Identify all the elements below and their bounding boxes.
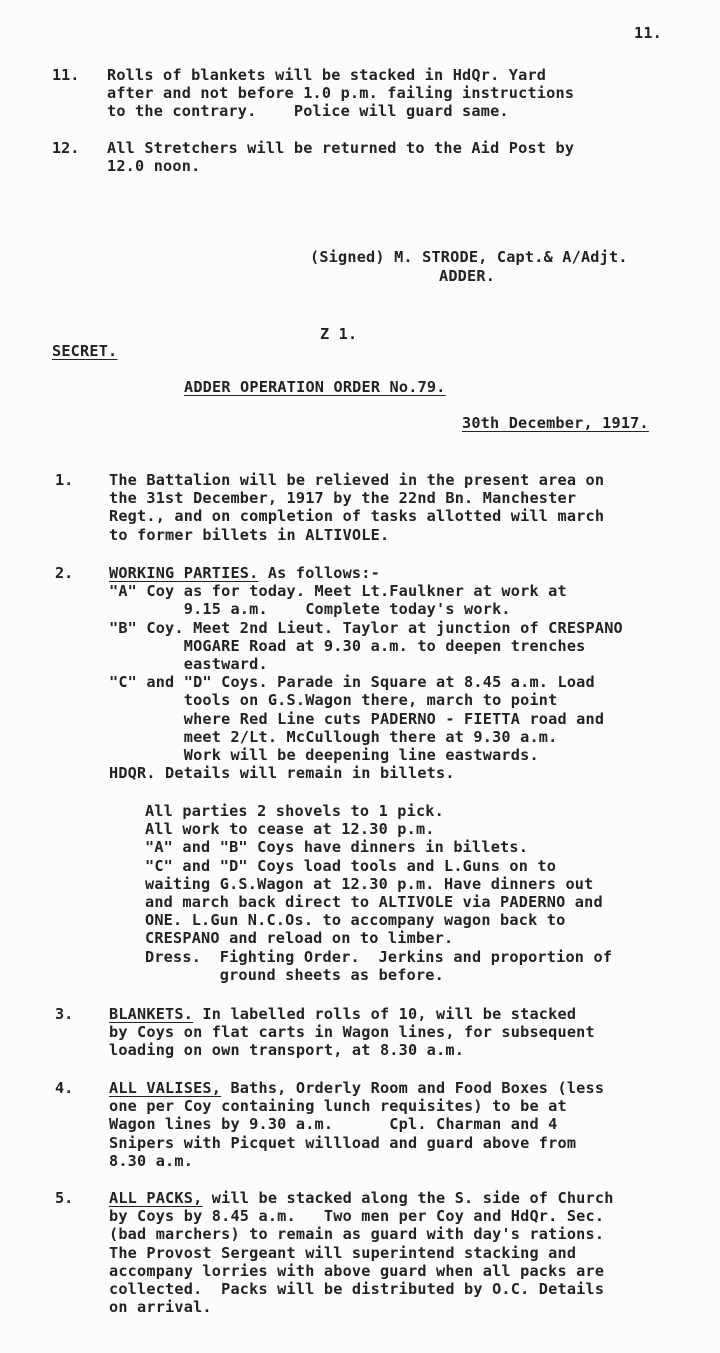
text-line: All Stretchers will be returned to the Aid Post by: [107, 139, 575, 157]
signature-unit: ADDER.: [439, 267, 496, 285]
item-3-text: [109, 1005, 595, 1060]
text-line: 8.30 a.m.: [109, 1151, 194, 1170]
text-line: The Battalion will be relieved in the present area on: [109, 471, 605, 489]
item-number: 2.: [55, 564, 74, 582]
item-number: 4.: [55, 1079, 74, 1097]
text-line: The Provost Sergeant will superintend stacking and: [109, 1243, 577, 1262]
text-line: CRESPANO and reload on to limber.: [145, 929, 454, 948]
text-line: Work will be deepening line eastwards.: [109, 746, 539, 765]
text-line: after and not before 1.0 p.m. failing instructions: [107, 84, 575, 103]
signature-line: (Signed) M. STRODE, Capt.& A/Adjt.: [310, 248, 628, 266]
text-line: [109, 1189, 614, 1207]
text-line: to the contrary. Police will guard same.: [107, 102, 509, 121]
text-line: loading on own transport, at 8.30 a.m.: [109, 1041, 465, 1060]
item-1-text: [109, 471, 604, 544]
text-line: accompany lorries with above guard when all packs are: [109, 1261, 605, 1280]
item-11-text: [107, 66, 574, 121]
text-line: Dress. Fighting Order. Jerkins and proportion of: [145, 947, 613, 966]
item-number: 1.: [55, 471, 74, 489]
classification-label: SECRET.: [52, 342, 118, 360]
text-line: Regt., and on completion of tasks allotted will march: [109, 507, 605, 526]
text-line: and march back direct to ALTIVOLE via PADERNO and: [145, 893, 603, 912]
section-heading: ALL PACKS,: [109, 1189, 203, 1207]
text-line: to former billets in ALTIVOLE.: [109, 525, 390, 544]
item-number: 11.: [52, 66, 80, 84]
text-line: MOGARE Road at 9.30 a.m. to deepen trenches: [109, 636, 586, 655]
text-line: by Coys by 8.45 a.m. Two men per Coy and HdQr. Sec.: [109, 1207, 605, 1226]
item-2-subtext: [145, 802, 612, 984]
text-line: Snipers with Picquet willload and guard above from: [109, 1133, 577, 1152]
item-5-text: [109, 1189, 614, 1316]
heading-rest: will be stacked along the S. side of Church: [202, 1189, 614, 1207]
text-line: HDQR. Details will remain in billets.: [109, 764, 455, 783]
text-line: the 31st December, 1917 by the 22nd Bn. Manchester: [109, 489, 577, 508]
text-line: tools on G.S.Wagon there, march to point: [109, 691, 558, 710]
order-date: 30th December, 1917.: [462, 414, 649, 432]
text-line: where Red Line cuts PADERNO - FIETTA road and: [109, 709, 605, 728]
section-heading: ALL VALISES,: [109, 1079, 222, 1097]
text-line: Wagon lines by 9.30 a.m. Cpl. Charman and 4: [109, 1115, 558, 1134]
text-line: All work to cease at 12.30 p.m.: [145, 820, 435, 839]
text-line: "A" Coy as for today. Meet Lt.Faulkner at work at: [109, 582, 567, 601]
item-2-text: [109, 564, 623, 782]
text-line: 9.15 a.m. Complete today's work.: [109, 600, 511, 619]
item-4-text: [109, 1079, 604, 1170]
text-line: "B" Coy. Meet 2nd Lieut. Taylor at junction of CRESPANO: [109, 618, 623, 637]
heading-rest: In labelled rolls of 10, will be stacked: [193, 1005, 577, 1023]
item-number: 3.: [55, 1005, 74, 1023]
text-line: [109, 1079, 604, 1097]
item-number: 12.: [52, 139, 80, 157]
text-line: collected. Packs will be distributed by O.C. Details: [109, 1280, 605, 1299]
text-line: Rolls of blankets will be stacked in HdQr. Yard: [107, 66, 547, 84]
text-line: "C" and "D" Coys. Parade in Square at 8.45 a.m. Load: [109, 673, 595, 692]
reference-code: Z 1.: [320, 325, 358, 343]
text-line: one per Coy containing lunch requisites) to be at: [109, 1097, 567, 1116]
text-line: by Coys on flat carts in Wagon lines, for subsequent: [109, 1023, 595, 1042]
text-line: (bad marchers) to remain as guard with day's rations.: [109, 1225, 605, 1244]
text-line: All parties 2 shovels to 1 pick.: [145, 802, 444, 820]
page-number: 11.: [634, 24, 663, 42]
item-12-text: [107, 139, 574, 175]
text-line: waiting G.S.Wagon at 12.30 p.m. Have dinners out: [145, 874, 594, 893]
text-line: ground sheets as before.: [145, 965, 444, 984]
text-line: ONE. L.Gun N.C.Os. to accompany wagon back to: [145, 911, 566, 930]
text-line: "A" and "B" Coys have dinners in billets.: [145, 838, 529, 857]
order-title: ADDER OPERATION ORDER No.79.: [184, 378, 446, 396]
section-heading: BLANKETS.: [109, 1005, 194, 1023]
text-line: eastward.: [109, 655, 268, 674]
heading-rest: Baths, Orderly Room and Food Boxes (less: [221, 1079, 605, 1097]
text-line: [109, 1005, 595, 1023]
text-line: on arrival.: [109, 1298, 212, 1317]
heading-rest: As follows:-: [258, 564, 380, 582]
text-line: "C" and "D" Coys load tools and L.Guns on to: [145, 856, 557, 875]
text-line: meet 2/Lt. McCullough there at 9.30 a.m.: [109, 727, 558, 746]
section-heading: WORKING PARTIES.: [109, 564, 259, 582]
item-number: 5.: [55, 1189, 74, 1207]
text-line: [109, 564, 623, 582]
text-line: 12.0 noon.: [107, 157, 201, 176]
